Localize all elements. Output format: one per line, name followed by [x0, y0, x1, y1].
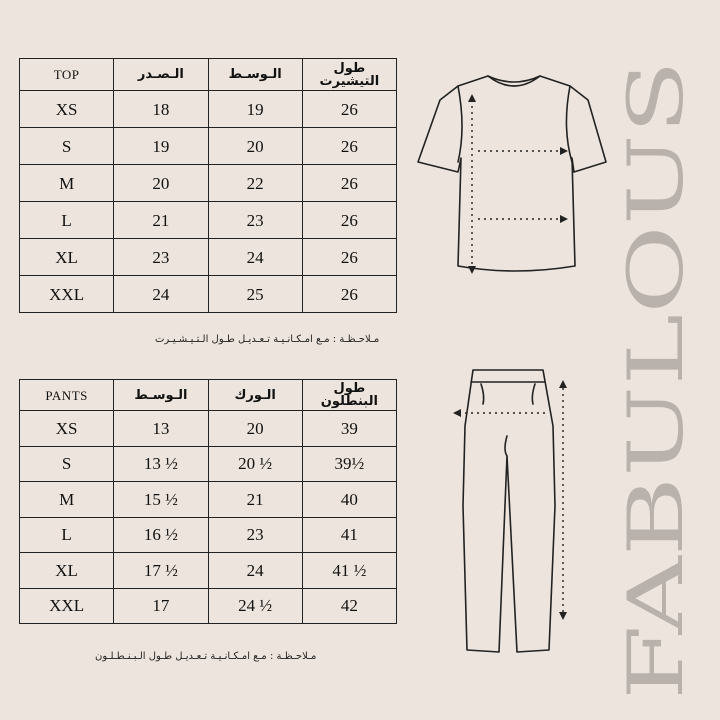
- top-header-chest: الـصـدر: [114, 59, 208, 91]
- top-table-note: مـلاحـظـة : مـع امـكـانـيـة تـعـديـل طـول الـتـيـشـيـرت: [155, 334, 380, 345]
- value-cell: 26: [302, 276, 396, 313]
- table-row: [20, 202, 397, 239]
- value-cell: 26: [302, 91, 396, 128]
- value-cell: 23: [208, 202, 302, 239]
- table-row: [20, 91, 397, 128]
- table-row: [20, 588, 397, 624]
- pants-header-length: طول البنطلون: [302, 380, 396, 411]
- top-header-length: طول التيشيرت: [302, 59, 396, 91]
- table-row: [20, 128, 397, 165]
- value-cell: 13 ½: [114, 446, 208, 482]
- value-cell: 18: [114, 91, 208, 128]
- pants-table-note: مـلاحـظـة : مـع امـكـانـيـة تـعـديـل طـول الـبـنـطـلـون: [95, 651, 317, 662]
- value-cell: 23: [114, 239, 208, 276]
- value-cell: 20: [208, 128, 302, 165]
- pants-diagram-icon: [445, 366, 585, 656]
- value-cell: 26: [302, 165, 396, 202]
- value-cell: 16 ½: [114, 517, 208, 553]
- value-cell: 24 ½: [208, 588, 302, 624]
- value-cell: 22: [208, 165, 302, 202]
- value-cell: 26: [302, 202, 396, 239]
- value-cell: 40: [302, 482, 396, 518]
- table-row: [20, 482, 397, 518]
- value-cell: 41: [302, 517, 396, 553]
- top-size-table: [19, 58, 397, 313]
- size-cell: M: [20, 165, 114, 202]
- value-cell: 24: [114, 276, 208, 313]
- value-cell: 24: [208, 553, 302, 589]
- value-cell: 15 ½: [114, 482, 208, 518]
- table-row: [20, 553, 397, 589]
- value-cell: 19: [114, 128, 208, 165]
- value-cell: 17: [114, 588, 208, 624]
- tshirt-diagram-icon: [410, 62, 620, 282]
- pants-size-table: [19, 379, 397, 624]
- brand-name: FABULOUS: [611, 250, 700, 700]
- value-cell: 21: [208, 482, 302, 518]
- pants-header-hip: الـورك: [208, 380, 302, 411]
- brand-logo: [611, 60, 702, 700]
- value-cell: 26: [302, 128, 396, 165]
- value-cell: 42: [302, 588, 396, 624]
- value-cell: 19: [208, 91, 302, 128]
- value-cell: 23: [208, 517, 302, 553]
- value-cell: 41 ½: [302, 553, 396, 589]
- table-row: [20, 276, 397, 313]
- top-header-waist: الـوسـط: [208, 59, 302, 91]
- table-row: [20, 517, 397, 553]
- value-cell: 39½: [302, 446, 396, 482]
- size-cell: XS: [20, 411, 114, 447]
- value-cell: 39: [302, 411, 396, 447]
- value-cell: 20: [114, 165, 208, 202]
- size-cell: L: [20, 202, 114, 239]
- value-cell: 13: [114, 411, 208, 447]
- size-cell: L: [20, 517, 114, 553]
- table-row: [20, 165, 397, 202]
- size-cell: XXL: [20, 276, 114, 313]
- pants-header-size: PANTS: [20, 380, 114, 411]
- value-cell: 24: [208, 239, 302, 276]
- table-row: [20, 411, 397, 447]
- table-row: [20, 446, 397, 482]
- top-header-size: TOP: [20, 59, 114, 91]
- size-cell: M: [20, 482, 114, 518]
- size-cell: S: [20, 446, 114, 482]
- value-cell: 25: [208, 276, 302, 313]
- table-row: [20, 239, 397, 276]
- size-cell: S: [20, 128, 114, 165]
- size-cell: XL: [20, 553, 114, 589]
- value-cell: 17 ½: [114, 553, 208, 589]
- value-cell: 21: [114, 202, 208, 239]
- value-cell: 26: [302, 239, 396, 276]
- pants-header-waist: الـوسـط: [114, 380, 208, 411]
- value-cell: 20 ½: [208, 446, 302, 482]
- top-table-header-row: [20, 59, 397, 91]
- pants-table-header-row: [20, 380, 397, 411]
- value-cell: 20: [208, 411, 302, 447]
- size-cell: XS: [20, 91, 114, 128]
- size-cell: XL: [20, 239, 114, 276]
- size-cell: XXL: [20, 588, 114, 624]
